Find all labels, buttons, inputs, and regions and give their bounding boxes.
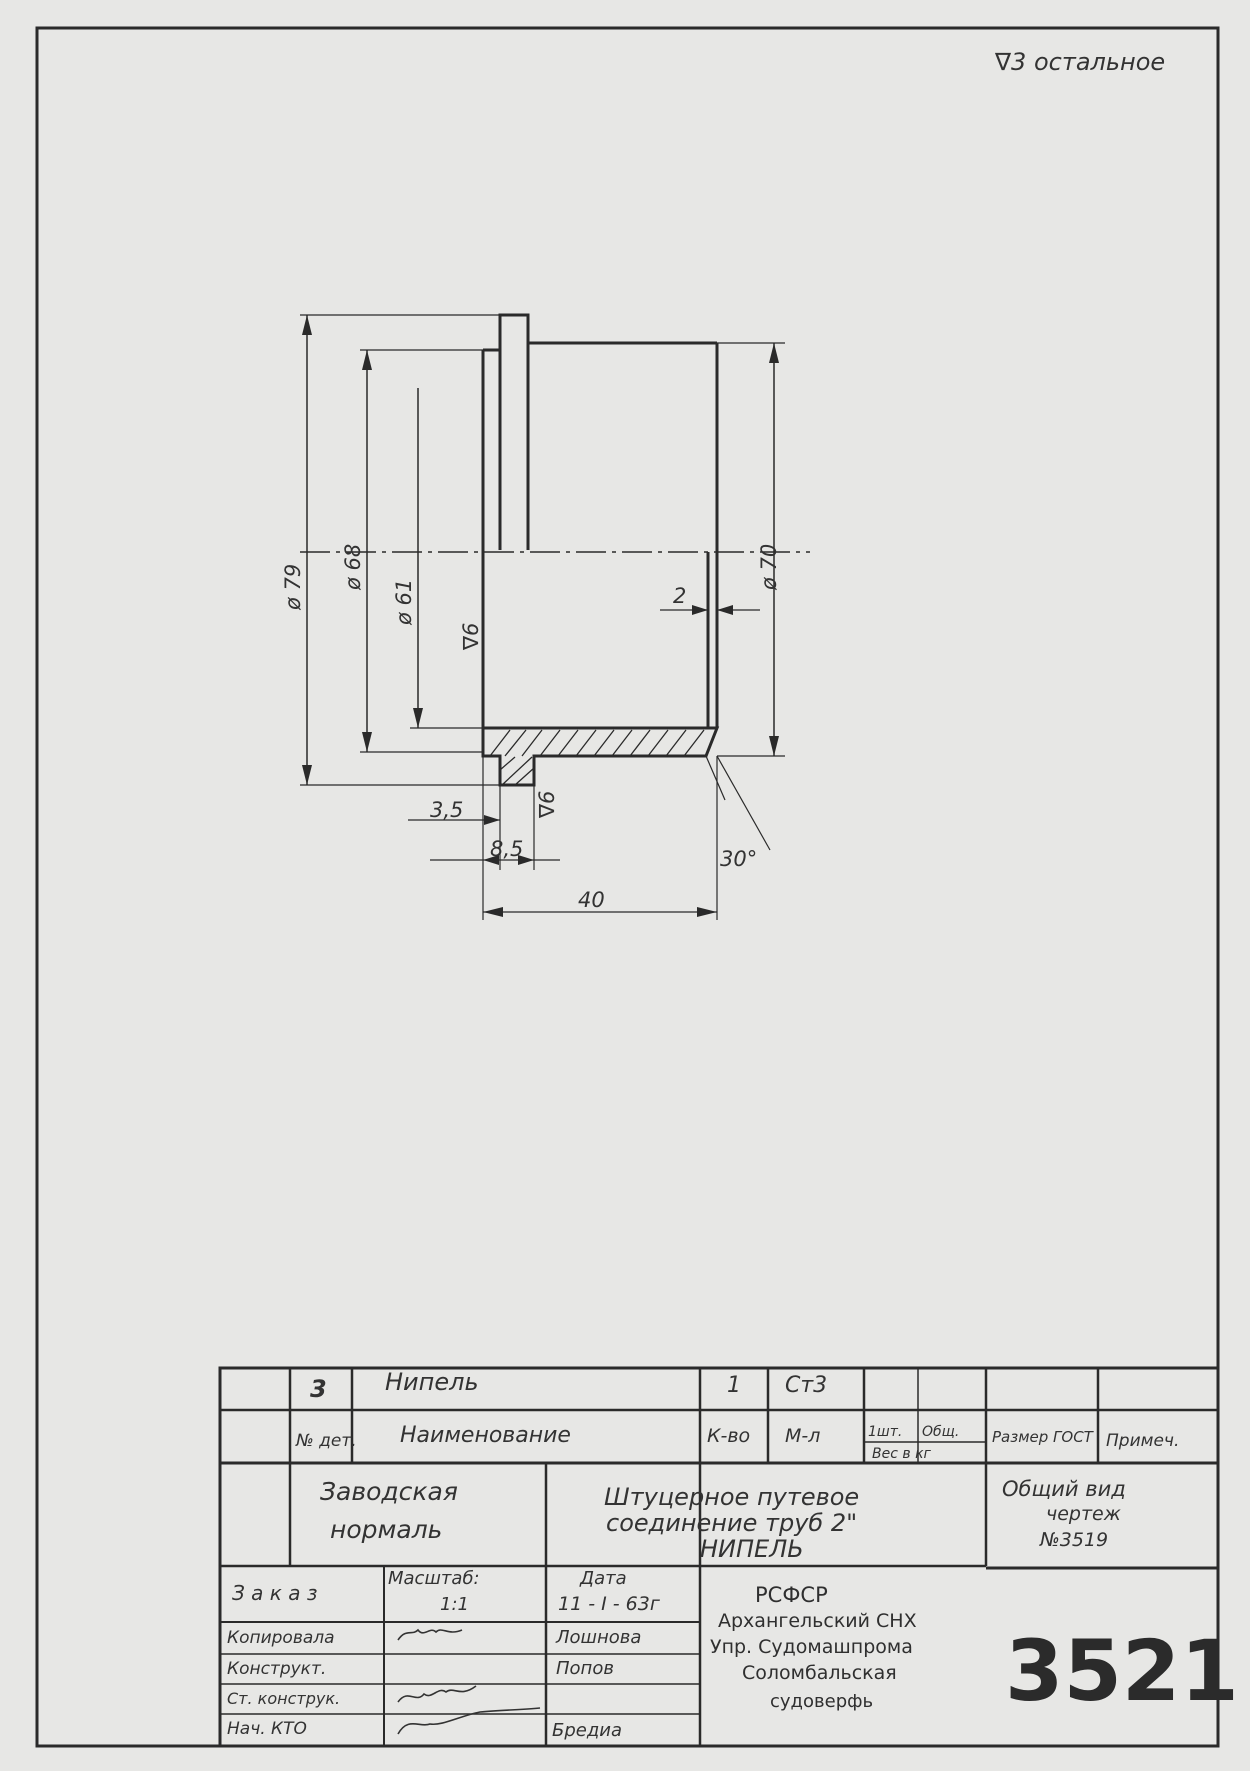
flange-top-outline — [500, 315, 528, 550]
org-line1: РСФСР — [755, 1583, 828, 1607]
dim-d61: ø 61 — [392, 578, 416, 625]
sheet-number: 3521 — [1005, 1622, 1239, 1720]
general-view-line2: чертеж — [1046, 1503, 1121, 1525]
org-line2: Архангельский СНХ — [718, 1610, 917, 1632]
header-qty: К-во — [707, 1425, 751, 1447]
org-line4: Соломбальская — [742, 1662, 897, 1684]
title-line1: Штуцерное путевое — [604, 1483, 860, 1511]
date-label: Дата — [580, 1568, 627, 1589]
dim-8-5: 8,5 — [490, 837, 524, 861]
section-bottom — [483, 728, 717, 785]
header-weight-one: 1шт. — [868, 1424, 903, 1440]
name-copied: Лошнова — [556, 1627, 642, 1648]
org-line5: судоверфь — [770, 1691, 874, 1712]
norm-line2: нормаль — [330, 1515, 443, 1544]
dim-d70: ø 70 — [757, 543, 781, 590]
roughness-inner: ∇6 — [459, 622, 483, 650]
signature-head — [398, 1708, 540, 1734]
dim-40: 40 — [578, 888, 605, 912]
norm-line1: Заводская — [320, 1477, 458, 1506]
header-material: М-л — [785, 1425, 821, 1447]
role-senior-designer: Ст. конструк. — [227, 1689, 341, 1708]
surface-finish-note: ∇3 остальное — [995, 48, 1166, 76]
role-designer: Конструкт. — [227, 1659, 327, 1679]
dim-angle-30: 30° — [720, 847, 758, 871]
part-name: Нипель — [385, 1368, 479, 1396]
org-line3: Упр. Судомашпрома — [710, 1636, 913, 1658]
header-notes: Примеч. — [1106, 1431, 1180, 1451]
part-material: Ст3 — [785, 1373, 828, 1398]
signature-copied — [398, 1630, 462, 1640]
scale-label: Масштаб: — [388, 1568, 480, 1589]
name-designer: Попов — [556, 1658, 614, 1679]
title-block — [227, 1368, 1239, 1741]
dim-wall-2: 2 — [673, 584, 687, 608]
role-copied: Копировала — [227, 1628, 335, 1648]
name-head-kto: Бредиа — [552, 1720, 623, 1741]
title-line2: соединение труб 2" — [606, 1509, 858, 1537]
header-size: Размер ГОСТ — [992, 1428, 1093, 1446]
dim-d79: ø 79 — [281, 563, 305, 610]
header-num: № дет. — [296, 1431, 357, 1451]
general-view-number: №3519 — [1040, 1529, 1109, 1551]
header-name: Наименование — [400, 1423, 571, 1448]
roughness-flange: ∇6 — [535, 790, 559, 818]
header-weight-total: Общ. — [922, 1424, 960, 1440]
date-value: 11 - I - 63г — [558, 1593, 660, 1615]
dim-3-5: 3,5 — [430, 798, 464, 822]
signature-senior — [398, 1686, 476, 1702]
dim-d68: ø 68 — [341, 543, 365, 590]
header-weight-label: Вес в кг — [872, 1446, 931, 1462]
title-line3: НИПЕЛЬ — [700, 1535, 804, 1563]
signatures — [398, 1630, 540, 1734]
part-number: 3 — [310, 1375, 327, 1403]
general-view-line1: Общий вид — [1002, 1477, 1126, 1501]
scale-value: 1:1 — [440, 1594, 469, 1615]
part-qty: 1 — [727, 1373, 741, 1398]
nipple-part-drawing — [300, 315, 810, 920]
order-label: З а к а з — [232, 1581, 318, 1605]
role-head-kto: Нач. КТО — [227, 1719, 307, 1739]
